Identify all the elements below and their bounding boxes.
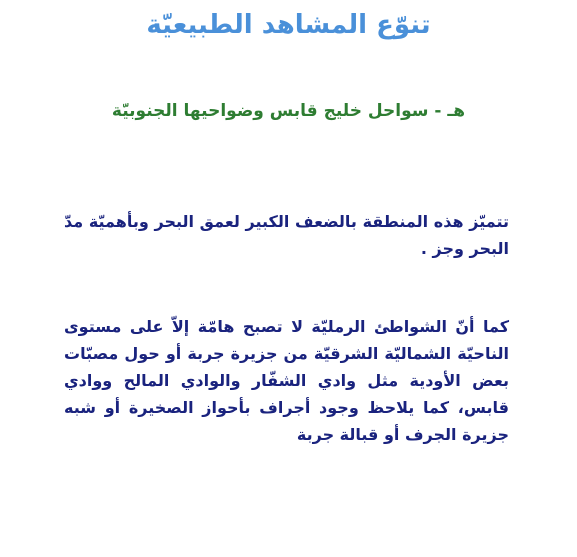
section-subtitle: هـ - سواحل خليج قابس وضواحيها الجنوبيّة <box>111 101 465 121</box>
paragraph-2: كما أنّ الشواطئ الرمليّة لا تصبح هامّة إلاّ على مستوى الناحيّة الشماليّة الشرقيّة من جزيرة جربة أو حول مصبّات بعض الأودية مثل وادي الشفّار والوادي المالح ووادي قابس، كما يلاحظ وجود أجراف بأحواز الصخيرة أو شبه جزيرة الجرف أو قبالة جربة <box>64 317 509 444</box>
paragraph-1: تتميّز هذه المنطقة بالضعف الكبير لعمق البحر وبأهميّة مدّ البحر وجز . <box>64 212 509 258</box>
page-title: تنوّع المشاهد الطبيعيّة <box>146 10 431 40</box>
